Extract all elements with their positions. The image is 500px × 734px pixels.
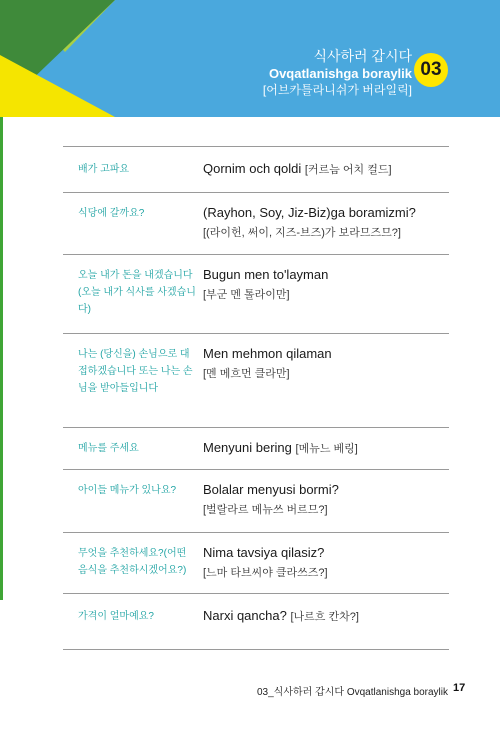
chapter-title-pronunciation: [어브카틀라니쉬가 버라일릭] [262, 83, 412, 97]
phrase-row [63, 255, 449, 334]
uzbek-text: Nima tavsiya qilasiz? [203, 545, 325, 560]
korean-phrase: 나는 (당신을) 손님으로 대접하겠습니다 또는 나는 손님을 받아들입니다 [78, 349, 193, 394]
uzbek-phrase [203, 438, 449, 459]
korean-phrase: 가격이 얼마예요? [78, 611, 154, 622]
phrase-row [63, 594, 449, 650]
chapter-heading [263, 47, 412, 98]
uzbek-text: Bolalar menyusi bormi? [203, 482, 339, 497]
phrase-row [63, 533, 449, 594]
pronunciation: [메뉴느 베링] [295, 443, 358, 455]
korean-phrase: 오늘 내가 돈을 내겠습니다(오늘 내가 식사를 사겠습니다) [78, 270, 196, 315]
pronunciation: [나르흐 칸차?] [290, 611, 359, 623]
chapter-title-uzbek: Ovqatlanishga boraylik [268, 66, 412, 81]
uzbek-phrase [203, 606, 449, 627]
uzbek-text: Qornim och qoldi [203, 161, 302, 176]
korean-phrase: 배가 고파요 [78, 164, 130, 175]
pronunciation: [커르늠 어치 컬드] [304, 164, 392, 176]
pronunciation: [(라이헌, 써이, 지즈-브즈)가 보라므즈므?] [203, 227, 401, 239]
phrase-table [63, 146, 449, 650]
korean-phrase: 아이들 메뉴가 있나요? [78, 485, 177, 496]
uzbek-phrase [203, 344, 449, 384]
uzbek-phrase [203, 159, 449, 180]
pronunciation: [부군 멘 톨라이만] [203, 289, 290, 301]
chapter-title-korean: 식사하러 갑시다 [313, 48, 412, 64]
uzbek-text: (Rayhon, Soy, Jiz-Biz)ga boramizmi? [203, 205, 416, 220]
uzbek-phrase [203, 480, 449, 520]
phrase-row [63, 428, 449, 470]
pronunciation: [느마 타브씨야 클라쓰즈?] [203, 567, 328, 579]
page-number: 17 [453, 682, 466, 694]
pronunciation: [벌랄라르 메뉴쓰 버르므?] [203, 504, 328, 516]
uzbek-text: Narxi qancha? [203, 608, 287, 623]
phrase-row [63, 334, 449, 428]
uzbek-phrase [203, 543, 449, 583]
uzbek-phrase [203, 203, 449, 243]
uzbek-phrase [203, 265, 449, 305]
phrase-row [63, 470, 449, 533]
phrase-row [63, 147, 449, 193]
phrase-row [63, 193, 449, 255]
korean-phrase: 메뉴를 주세요 [78, 443, 139, 454]
running-footer: 03_식사하러 갑시다 Ovqatlanishga boraylik [256, 687, 448, 698]
pronunciation: [멘 메흐먼 클라만] [203, 368, 290, 380]
uzbek-text: Menyuni bering [203, 440, 292, 455]
chapter-number-badge: 03 [414, 53, 448, 87]
uzbek-text: Men mehmon qilaman [203, 346, 332, 361]
korean-phrase: 식당에 갈까요? [78, 208, 145, 219]
uzbek-text: Bugun men to'layman [203, 267, 329, 282]
korean-phrase: 무엇을 추천하세요?(어떤 음식을 추천하시겠어요?) [78, 548, 187, 576]
